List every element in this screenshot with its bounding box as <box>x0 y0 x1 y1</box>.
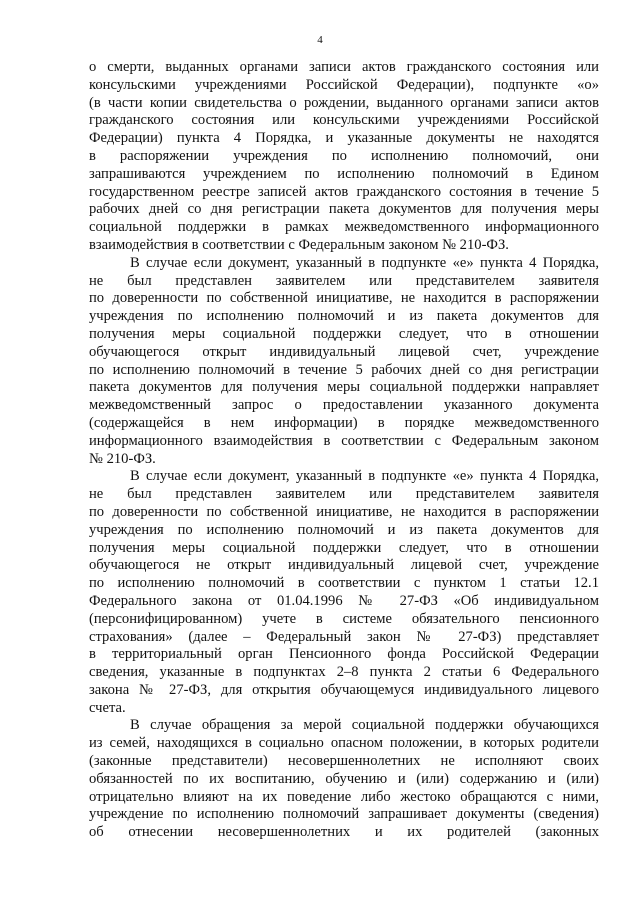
text-line: закона № 27-ФЗ, для открытия обучающемуся индивидуального лицевого <box>89 681 599 698</box>
text-line: обучающегося не открыт индивидуальный лицевой счет, учреждение <box>89 557 599 574</box>
text-line: по доверенности по собственной инициативе, не находится в распоряжении <box>89 290 599 307</box>
text-line: в территориальный орган Пенсионного фонда Российской Федерации <box>89 646 599 663</box>
text-line: пакета документов для получения меры социальной поддержки направляет <box>89 379 599 396</box>
text-line: государственном реестре записей актов гражданского состояния в течение 5 <box>89 183 599 200</box>
text-line: о смерти, выданных органами записи актов гражданского состояния или <box>89 59 599 75</box>
text-line: об отнесении несовершеннолетних и их родителей (законных <box>89 824 599 841</box>
text-line: страхования» (далее – Федеральный закон № 27-ФЗ) представляет <box>89 628 599 645</box>
text-line: (персонифицированном) учете в системе обязательного пенсионного <box>89 610 599 627</box>
text-line: информационного взаимодействия в соответствии с Федеральным законом <box>89 432 599 449</box>
text-line: (содержащейся в нем информации) в порядке межведомственного <box>89 414 599 431</box>
text-line: В случае если документ, указанный в подпункте «е» пункта 4 Порядка, <box>130 254 599 271</box>
text-line: в распоряжении учреждения по исполнению полномочий, они <box>89 147 599 164</box>
text-line: взаимодействия в соответствии с Федеральным законом № 210-ФЗ. <box>89 236 509 253</box>
text-line: обучающегося открыт индивидуальный лицевой счет, учреждение <box>89 343 599 360</box>
text-line: получения меры социальной поддержки следует, что в отношении <box>89 539 599 556</box>
paragraph <box>89 717 599 842</box>
text-line: не был представлен заявителем или представителем заявителя <box>89 486 599 503</box>
text-line: (законные представители) несовершеннолетних не исполняют своих <box>89 753 599 770</box>
text-line: запрашиваются учреждением по исполнению полномочий в Едином <box>89 165 599 182</box>
text-line: (в части копии свидетельства о рождении, выданного органами записи актов <box>89 94 599 111</box>
text-line: по доверенности по собственной инициативе, не находится в распоряжении <box>89 503 599 520</box>
text-line: по исполнению полномочий в течение 5 рабочих дней со дня регистрации <box>89 361 599 378</box>
text-line: Федерации) пункта 4 Порядка, и указанные документы не находятся <box>89 130 599 147</box>
text-line: В случае обращения за мерой социальной поддержки обучающихся <box>130 717 599 734</box>
text-line: счета. <box>89 699 126 716</box>
text-line: сведения, указанные в подпунктах 2–8 пункта 2 статьи 6 Федерального <box>89 664 599 681</box>
text-line: из семей, находящихся в социально опасном положении, в которых родители <box>89 735 599 752</box>
text-line: № 210-ФЗ. <box>89 450 156 467</box>
text-line: получения меры социальной поддержки следует, что в отношении <box>89 325 599 342</box>
text-line: учреждения по исполнению полномочий и из пакета документов для <box>89 308 599 325</box>
text-line: учреждения по исполнению полномочий и из пакета документов для <box>89 521 599 538</box>
text-line: межведомственный запрос о предоставлении указанного документа <box>89 397 599 414</box>
text-line: учреждение по исполнению полномочий запрашивает документы (сведения) <box>89 806 599 823</box>
text-line: Федерального закона от 01.04.1996 № 27-ФЗ «Об индивидуальном <box>89 592 599 609</box>
paragraph <box>89 255 599 469</box>
text-line: отрицательно влияют на их поведение либо жестоко обращаются с ними, <box>89 788 599 805</box>
page-number: 4 <box>317 34 323 46</box>
text-line: по исполнению полномочий в соответствии с пунктом 1 статьи 12.1 <box>89 575 599 592</box>
text-line: социальной поддержки в рамках межведомственного информационного <box>89 219 599 236</box>
paragraph <box>89 59 599 255</box>
document-body <box>89 59 599 842</box>
text-line: В случае если документ, указанный в подпункте «е» пункта 4 Порядка, <box>130 468 599 485</box>
text-line: рабочих дней со дня регистрации пакета документов для получения меры <box>89 201 599 218</box>
text-line: консульскими учреждениями Российской Федерации), подпункте «о» <box>89 76 599 93</box>
paragraph <box>89 468 599 717</box>
text-line: обязанностей по их воспитанию, обучению и (или) содержанию и (или) <box>89 770 599 787</box>
text-line: гражданского состояния или консульскими учреждениями Российской <box>89 112 599 129</box>
text-line: не был представлен заявителем или представителем заявителя <box>89 272 599 289</box>
